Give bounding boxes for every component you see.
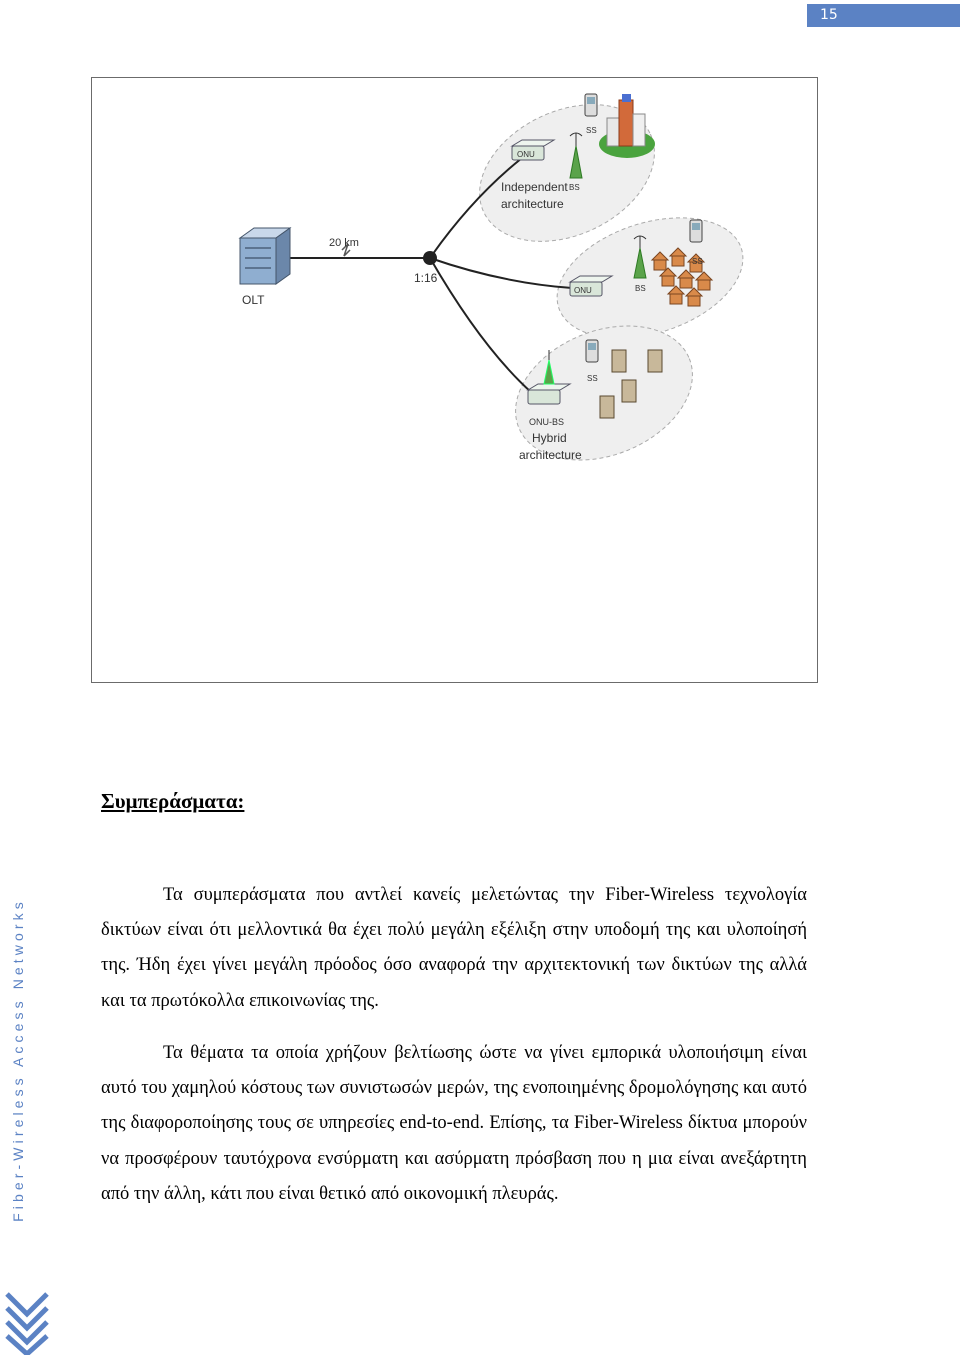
fiwi-diagram	[92, 78, 817, 682]
conclusions-paragraph-2: Τα θέματα τα οποία χρήζουν βελτίωσης ώστε να γίνει εμπορικά υλοποιήσιμη είναι αυτό του χαμηλού κόστους των συνιστωσών μερών, της ενοποιημένης δρομολόγησης και αυτό της διαφοροποίησης τους σε υπηρεσίες end-to-end. Επίσης, τα Fiber-Wireless δίκτυα μπορούν να προσφέρουν ταυτόχρονα ενσύρματη και ασύρματη πρόσβαση που η μια είναι ανεξάρτητη από την άλλη, κάτι που είναι θετικό από οικονομική πλευράς.	[101, 1043, 807, 1204]
olt-label: OLT	[242, 293, 265, 307]
ss-label-1: SS	[586, 126, 597, 135]
ss-label-2: SS	[692, 257, 703, 266]
onu-label-2: ONU	[574, 286, 592, 295]
chevron-logo-icon	[4, 1290, 50, 1355]
conclusions-paragraph-1: Τα συμπεράσματα που αντλεί κανείς μελετώντας την Fiber-Wireless τεχνολογία δικτύων είναι ότι μελλοντικά θα έχει πολύ μεγάλη εξέλιξη στην υποδομή της και υλοποίησή της. Ήδη έχει γίνει μεγάλη πρόοδος όσο αναφορά την αρχιτεκτονική των δικτύων της αλλά και τα πρωτόκολλα επικοινωνίας της.	[101, 885, 807, 1011]
independent-label-line2: architecture	[501, 197, 564, 211]
onu-label-1: ONU	[517, 150, 535, 159]
network-architecture-figure	[91, 77, 818, 683]
bs-label-2: BS	[635, 284, 646, 293]
side-label: Fiber-Wireless Access Networks	[10, 898, 26, 1222]
distance-label: 20 km	[329, 237, 359, 249]
subscriber-phone-icon-3	[586, 340, 598, 362]
hybrid-label-line1: Hybrid	[532, 431, 567, 445]
hybrid-label-line2: architecture	[519, 448, 582, 462]
page-number: 15	[807, 4, 960, 27]
independent-label-line1: Independent	[501, 180, 568, 194]
onu-bs-label: ONU-BS	[529, 417, 565, 427]
splitter-node	[423, 251, 437, 265]
subscriber-phone-icon-2	[690, 220, 702, 242]
olt-server-icon	[240, 228, 290, 284]
bs-label-1: BS	[569, 183, 580, 192]
ss-label-3: SS	[587, 374, 598, 383]
subscriber-phone-icon-1	[585, 94, 597, 116]
splitter-label: 1:16	[414, 271, 438, 285]
conclusions-heading: Συμπεράσματα:	[101, 789, 245, 813]
city-buildings-icon	[599, 94, 655, 158]
